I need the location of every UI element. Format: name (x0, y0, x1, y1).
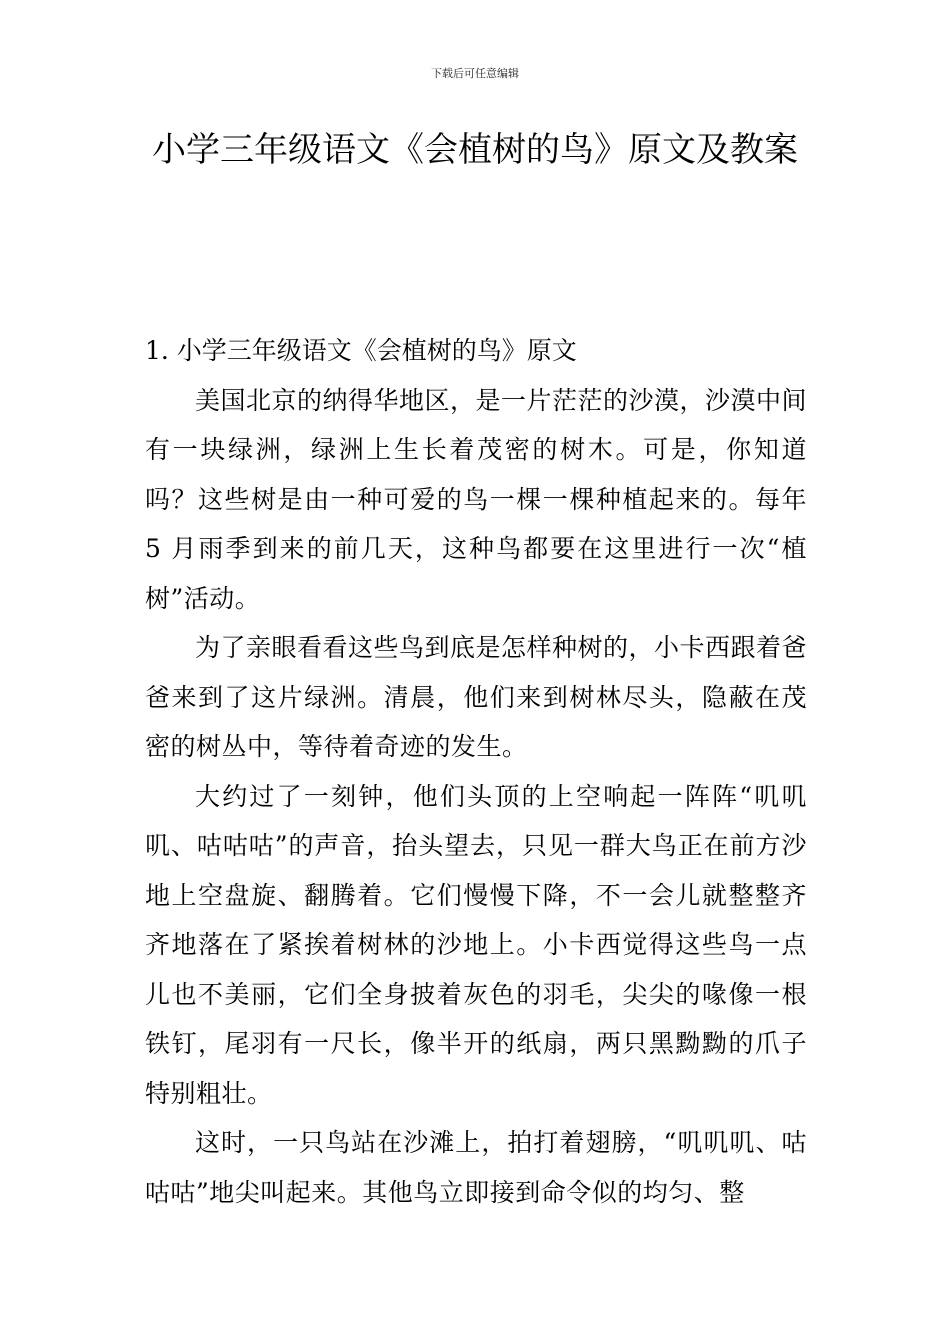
section-heading: 1. 小学三年级语文《会植树的鸟》原文 (145, 336, 577, 365)
paragraph-3: 大约过了一刻钟，他们头顶的上空响起一阵阵“叽叽叽、咕咕咕”的声音，抬头望去，只见一群大鸟正在前方沙地上空盘旋、翻腾着。它们慢慢下降，不一会儿就整整齐齐地落在了紧挨着树林的沙地上。小卡西觉得这些鸟一点儿也不美丽，它们全身披着灰色的羽毛，尖尖的喙像一根铁钉，尾羽有一尺长，像半开的纸扇，两只黑黝黝的爪子特别粗壮。 (145, 781, 807, 1108)
paragraph-4: 这时，一只鸟站在沙滩上，拍打着翅膀，“叽叽叽、咕咕咕”地尖叫起来。其他鸟立即接到命令似的均匀、整 (145, 1128, 807, 1207)
page-title: 小学三年级语文《会植树的鸟》原文及教案 (152, 130, 798, 170)
document-body (145, 326, 807, 1217)
header-note: 下载后可任意编辑 (431, 67, 519, 80)
paragraph-1: 美国北京的纳得华地区，是一片茫茫的沙漠，沙漠中间有一块绿洲，绿洲上生长着茂密的树木。可是，你知道吗？这些树是由一种可爱的鸟一棵一棵种植起来的。每年 5 月雨季到来的前几天，这种鸟都要在这里进行一次“植树”活动。 (145, 385, 808, 613)
paragraph-2: 为了亲眼看看这些鸟到底是怎样种树的，小卡西跟着爸爸来到了这片绿洲。清晨，他们来到树林尽头，隐蔽在茂密的树丛中，等待着奇迹的发生。 (145, 633, 808, 761)
